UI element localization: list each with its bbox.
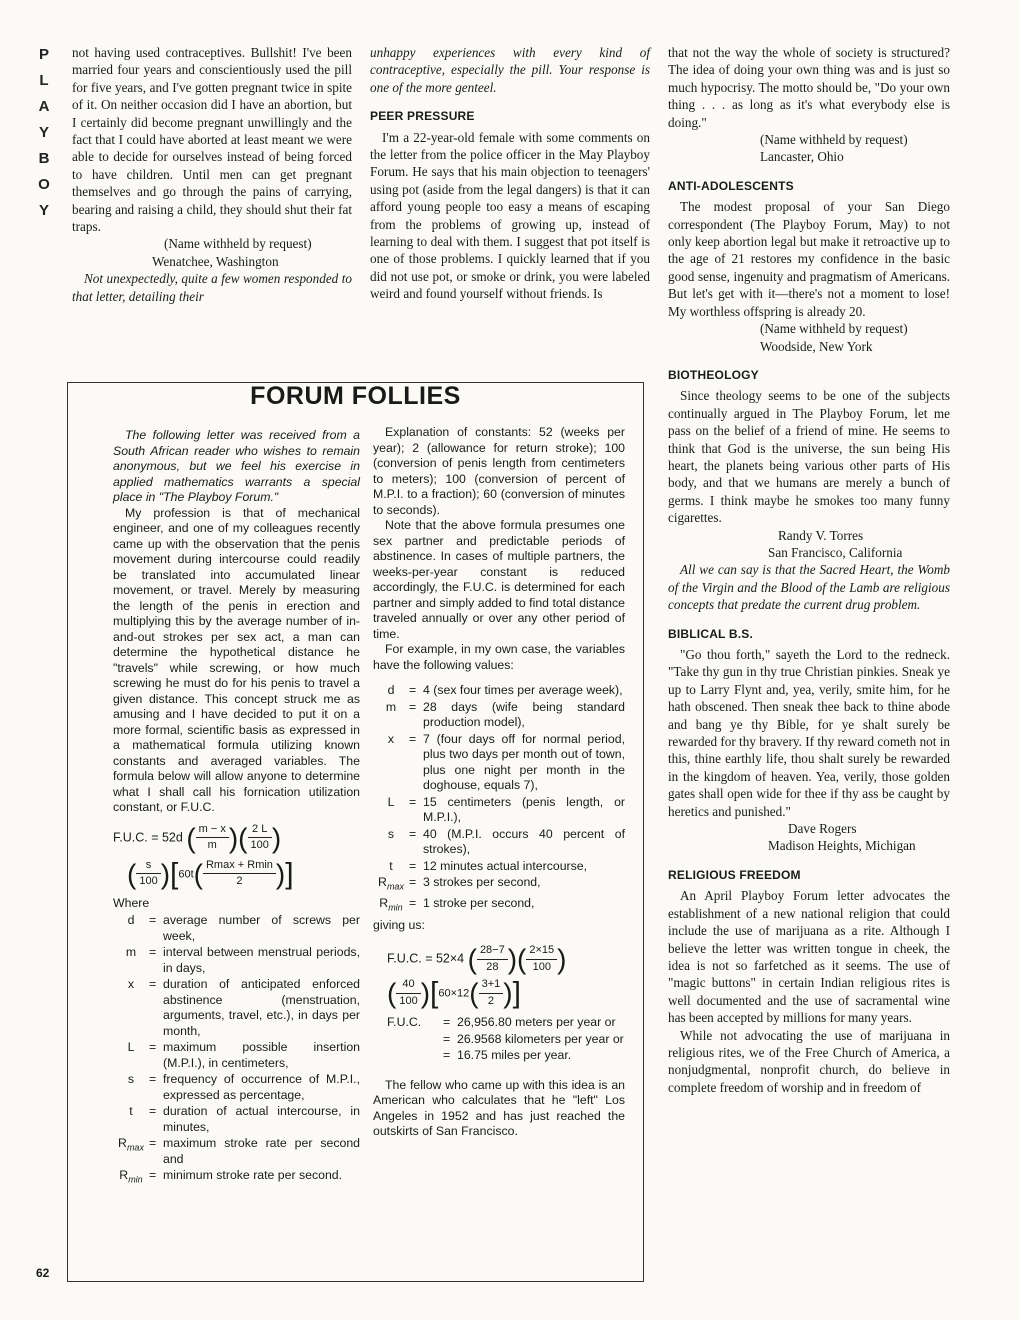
body-paragraph: Note that the above formula presumes one sex partner and predictable periods of abstinence. In cases of multiple partners, the weeks-per-year constant is reduced accordingly, the F.U.C. is determined for each partner and simply added to find total distance traveled annually or over any other period of time. [373, 518, 625, 641]
result-label: F.U.C. [387, 1015, 422, 1030]
variable-description: 3 strokes per second, [423, 875, 541, 889]
variable-symbol: s [127, 1072, 135, 1086]
variable-description: 12 minutes actual intercourse, [423, 858, 588, 873]
formula-term: 60t [178, 867, 194, 880]
variable-description: 40 (M.P.I. occurs 40 percent of strokes), [423, 826, 625, 856]
closing-paragraph: The fellow who came up with this idea is an American who calculates that he "left" Los Angeles in 1952 and has just reached the outskirts of San Francisco. [373, 1077, 625, 1139]
box-title: FORUM FOLLIES [250, 382, 461, 410]
value-row: x = 7 (four days off for normal period, plus two days per month out of town, plus one night per month in the doghouse, equals 7), [373, 732, 625, 794]
letter-body: While not advocating the use of marijuana in religious rites, we of the Free Church of America, a nonjudgmental, nonprofit church, do believe in complete freedom of worship and in freedom of [668, 1027, 950, 1095]
fraction-denominator: 100 [399, 994, 418, 1007]
variable-values [373, 683, 625, 916]
fraction-denominator: 28 [486, 960, 499, 973]
fraction-numerator: s [136, 858, 160, 875]
masthead-letter: Y [38, 202, 49, 219]
forum-follies-box [67, 382, 644, 1282]
variable-description: maximum stroke rate per second and [163, 1136, 360, 1166]
variable-description: 7 (four days off for normal period, plus two days per month out of town, plus one night per month in the doghouse, equals 7), [423, 731, 625, 792]
variable-symbol: t [389, 858, 393, 873]
variable-symbol: $R_{max}$ [118, 1136, 144, 1153]
letter-body: "Go thou forth," sayeth the Lord to the redneck. "Take thy gun in thy true Christian pinkies. Sneak ye up to Larry Flynt and, yea, verily, smite him, for he hath obscened. Then sneak thee back to thine abode and bang ye thy Bible, for ye shalt surely be rewarded for thy bravery. If thy reward cometh not in this, thine earthly life, thou shalt surely be rewarded in the kingdom of heaven. Yea, verily, those golden gates shall open wide for thee if thy ass be caught by heretics and punished." [668, 647, 950, 819]
variable-symbol: $R_{min}$ [379, 895, 403, 913]
fraction-numerator: 3+1 [479, 977, 504, 994]
formula-lhs: F.U.C. = 52d [113, 829, 183, 844]
value-row: L = 15 centimeters (penis length, or M.P.I.), [373, 795, 625, 826]
formula-fuc-example: F.U.C. = 52×4 ( $\frac{28-7}{28}$ )( $\frac{2\times 15}{100}$ ) ( $\frac{40}{100}$ )[60×12( $\frac{3+1}{2}$ )] [387, 943, 567, 1010]
fraction-numerator: 2×15 [526, 943, 557, 960]
variable-description: duration of anticipated enforced abstinence (menstruation, arguments, travel, etc.), in days per month, [163, 977, 360, 1038]
section-heading-religious-freedom: RELIGIOUS FREEDOM [668, 867, 801, 882]
definition-row: L = maximum possible insertion (M.P.I.), in centimeters, [113, 1040, 360, 1071]
page-number: 62 [36, 1266, 50, 1280]
fraction-denominator: 2 [236, 875, 243, 887]
signature-name: (Name withheld by request) [760, 132, 908, 148]
editor-reply: Not unexpectedly, quite a few women responded to that letter, detailing their [72, 271, 352, 304]
signature-name: (Name withheld by request) [164, 236, 312, 252]
variable-symbol: $R_{min}$ [119, 1168, 143, 1185]
fraction-denominator: 2 [487, 994, 494, 1007]
editor-reply: All we can say is that the Sacred Heart, the Womb of the Virgin and the Blood of the Lamb are religious concepts that predate the current drug problem. [668, 562, 950, 613]
variable-description: maximum possible insertion (M.P.I.), in centimeters, [163, 1040, 360, 1070]
signature-name: Randy V. Torres [778, 527, 864, 543]
signature-location: San Francisco, California [768, 544, 903, 560]
value-row: s = 40 (M.P.I. occurs 40 percent of strokes), [373, 827, 625, 858]
giving-label: giving us: [373, 917, 425, 932]
variable-symbol: x [127, 977, 135, 991]
variable-symbol: $R_{max}$ [378, 875, 404, 892]
column-3 [668, 44, 950, 1096]
variable-symbol: x [387, 731, 395, 746]
signature-location: Wenatchee, Washington [152, 253, 279, 269]
definition-row: m = interval between menstrual periods, in days, [113, 945, 360, 976]
section-heading-biblical-bs: BIBLICAL B.S. [668, 626, 754, 641]
fraction-denominator: 100 [532, 960, 551, 973]
formula-term: 60×12 [438, 987, 470, 1000]
fraction-numerator: 28−7 [477, 943, 508, 960]
variable-description: 15 centimeters (penis length, or M.P.I.), [423, 794, 625, 824]
letter-body: I'm a 22-year-old female with some comments on the letter from the police officer in the May Playboy Forum. He says that his main objection to teenagers' using pot (aside from the legal dangers) is that it can afford young people too easy a means of escaping from the problems of growing up, instead of learning to deal with them. I suggest that pot itself is one of those problems. I quickly learned that if you did not use pot, or smoke or drink, you were labeled weird and found yourself without friends. Is [370, 129, 650, 302]
result-kilometers: 26.9568 kilometers per year or [457, 1031, 624, 1046]
signature-location: Woodside, New York [760, 338, 873, 354]
body-paragraph: Explanation of constants: 52 (weeks per year); 2 (allowance for return stroke); 100 (conversion of penis length from centimeters to meters); 100 (conversion of percent of M.P.I. to a fraction); 60 (conversion of minutes to seconds). [373, 425, 625, 517]
where-label: Where [113, 895, 150, 910]
variable-description: duration of actual intercourse, in minutes, [163, 1104, 360, 1134]
body-paragraph: For example, in my own case, the variables have the following values: [373, 642, 625, 672]
masthead-letter: A [38, 98, 50, 115]
letter-body-continued: that not the way the whole of society is structured? The idea of doing your own thing was and is just so much hypocrisy. The motto should be, "Do your own thing . . . as long as it's what everybody else is doing." [668, 45, 950, 130]
definition-row: $R_{min}$ = minimum stroke rate per second. [113, 1168, 360, 1188]
signature-name: (Name withheld by request) [760, 321, 908, 337]
signature-location: Madison Heights, Michigan [768, 838, 916, 854]
signature-name: Dave Rogers [788, 821, 857, 837]
variable-symbol: m [385, 699, 397, 714]
variable-description: minimum stroke rate per second. [163, 1168, 343, 1182]
masthead-letter: P [38, 46, 49, 63]
fraction-numerator: Rmax + Rmin [203, 858, 276, 875]
body-paragraph: My profession is that of mechanical engineer, and one of my colleagues recently came up with the observation that the penis movement during intercourse could readily be translated into accumulated linear movement, or travel. Merely by measuring the length of the penis in erection and multiplying this by the average number of in-and-out strokes per sex act, a man can determine the hypothetical distance he "travels" while screwing, or how much screwing he must do for his penis to travel a given distance. This concept struck me as amusing and I have decided to put it on a more formal, scientific basis as expressed in a mathematical formula utilizing known constants and averaged variables. The formula below will allow anyone to determine what I shall call his fornication utilization constant, or F.U.C. [113, 505, 360, 814]
intro-text: The following letter was received from a South African reader who wishes to remain anonymous, but we feel his exercise in applied mathematics warrants a special place in "The Playboy Forum." [113, 428, 360, 504]
letter-body: The modest proposal of your San Diego correspondent (The Playboy Forum, May) to not only keep abortion legal but make it retroactive up to the age of 21 restores my confidence in the basic good sense, ingenuity and pragmatism of Americans. But let's get with it—there's not a moment to lose! My worthless offspring is already 20. [668, 199, 950, 319]
fraction-denominator: m [207, 839, 217, 851]
letter-body: An April Playboy Forum letter advocates the establishment of a new national religion that could include the use of marijuana as a rite. Although I believe the letter was written tongue in cheek, the idea is not so farfetched as it seems. The use of "magic buttons" in certain Indian religious rites is well documented and the use of sacramental wine has been accepted by millions for many years. [668, 888, 950, 1026]
variable-description: 4 (sex four times per average week), [423, 683, 623, 697]
fraction-numerator: m − x [196, 822, 229, 839]
variable-description: interval between menstrual periods, in days, [163, 945, 360, 975]
value-row: $R_{min}$ = 1 stroke per second, [373, 896, 625, 916]
definition-row: d = average number of screws per week, [113, 913, 360, 944]
variable-symbol: L [127, 1040, 135, 1054]
fraction-denominator: 100 [250, 839, 269, 851]
variable-symbol: t [129, 1104, 133, 1118]
masthead-letter: B [38, 150, 50, 167]
section-heading-anti-adolescents: ANTI-ADOLESCENTS [668, 178, 794, 193]
masthead-letter: L [39, 72, 49, 89]
signature-location: Lancaster, Ohio [760, 149, 844, 165]
value-row: m = 28 days (wife being standard production model), [373, 700, 625, 731]
masthead-letter: O [38, 176, 50, 193]
fraction-denominator: 100 [139, 875, 158, 887]
variable-description: 1 stroke per second, [423, 895, 535, 910]
variable-symbol: d [127, 913, 135, 927]
value-row: t = 12 minutes actual intercourse, [373, 859, 625, 875]
definition-row: s = frequency of occurrence of M.P.I., expressed as percentage, [113, 1072, 360, 1103]
forum-column-2 [373, 425, 625, 1140]
forum-column-1 [113, 428, 360, 1189]
letter-body: not having used contraceptives. Bullshit! I've been married four years and conscientiously used the pill for five years, and I've gotten pregnant twice in spite of it. On neither occasion did I have an abortion, but I certainly did become pregnant unwillingly and the fact that I could have aborted at least meant we were able to decide for ourselves instead of being forced to have children. Until men can get pregnant themselves and go through the pains of carrying, bearing and raising a child, they should shut their fat traps. [72, 45, 352, 235]
column-1 [72, 44, 352, 305]
formula-lhs: F.U.C. = 52×4 [387, 951, 465, 966]
column-2 [370, 44, 650, 303]
formula-fuc-general: F.U.C. = 52d ( $\frac{m - x}{m}$ )( $\frac{2 L}{100}$ ) ( $\frac{s}{100}$ )[60t( $\frac{Rmax + Rmin}{2}$ )] [113, 821, 294, 890]
masthead-letter: Y [38, 124, 49, 141]
fraction-numerator: 40 [396, 977, 420, 994]
result-miles: 16.75 miles per year. [457, 1048, 572, 1063]
definition-row: $R_{max}$ = maximum stroke rate per second and [113, 1136, 360, 1167]
letter-body: Since theology seems to be one of the subjects continually argued in The Playboy Forum, let me pass on the belief of a friend of mine. He seems to think that God is the universe, the sun being His heart, the planets being various other parts of His body, and that we humans are merely a bunch of germs. I think maybe he smokes too many funny cigarettes. [668, 388, 950, 526]
editor-reply-continued: unhappy experiences with every kind of contraceptive, especially the pill. Your response is one of the more genteel. [370, 45, 650, 95]
variable-description: 28 days (wife being standard production model), [423, 699, 625, 729]
variable-symbol: s [387, 826, 395, 841]
masthead-vertical [34, 42, 54, 224]
value-row: d = 4 (sex four times per average week), [373, 683, 625, 699]
value-row: $R_{max}$ = 3 strokes per second, [373, 875, 625, 895]
fraction-numerator: 2 L [248, 822, 272, 839]
section-heading-biotheology: BIOTHEOLOGY [668, 367, 759, 382]
result-block: F.U.C. = 26,956.80 meters per year or = 26.9568 kilometers per year or = 16.75 miles per year. [387, 1015, 624, 1063]
variable-description: frequency of occurrence of M.P.I., expressed as percentage, [163, 1072, 360, 1102]
masthead-letters [34, 42, 54, 224]
variable-symbol: m [125, 945, 137, 959]
definition-row: t = duration of actual intercourse, in minutes, [113, 1104, 360, 1135]
result-meters: 26,956.80 meters per year or [457, 1015, 616, 1030]
variable-symbol: L [387, 794, 395, 809]
section-heading-peer-pressure: PEER PRESSURE [370, 109, 475, 124]
variable-definitions [113, 913, 360, 1188]
variable-symbol: d [387, 683, 395, 697]
definition-row: x = duration of anticipated enforced abstinence (menstruation, arguments, travel, etc.), in days per month, [113, 977, 360, 1039]
variable-description: average number of screws per week, [163, 913, 360, 943]
